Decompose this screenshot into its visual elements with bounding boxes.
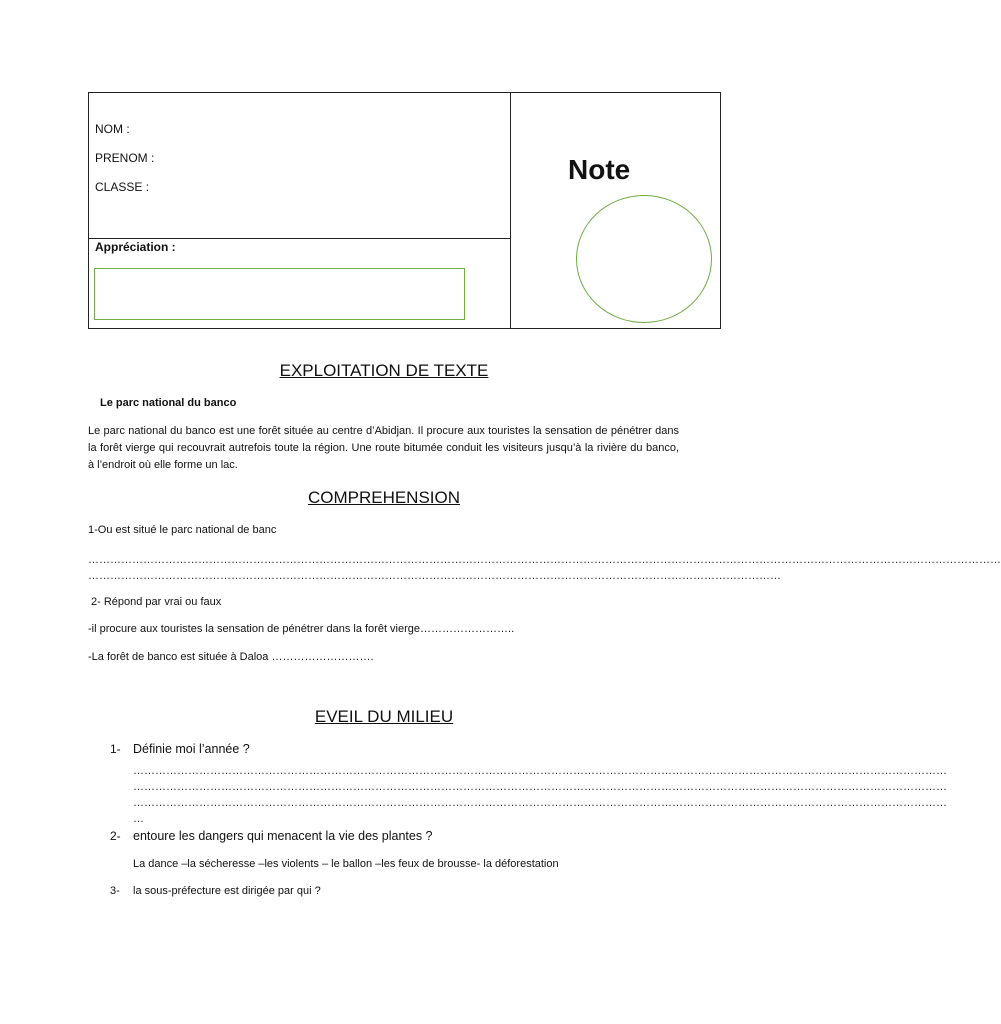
question-2: 2- Répond par vrai ou faux: [91, 596, 222, 608]
comprehension-title: COMPREHENSION: [307, 488, 461, 507]
header-divider-vertical: [510, 92, 511, 329]
eveil-question-3: la sous-préfecture est dirigée par qui ?: [133, 885, 321, 897]
list-number: 2-: [110, 829, 121, 843]
answer-line[interactable]: ……………………………………………………………………………………………………………………………………………………………………………………………………: [133, 781, 947, 793]
reading-paragraph: Le parc national du banco est une forêt située au centre d’Abidjan. Il procure aux touristes la sensation de pénétrer dans la forêt vierge qui recouvrait autrefois toute la région. Une route bitumée conduit les visiteurs jusqu’à la rivière du banco, à l’endroit où elle forme un lac.: [88, 425, 679, 471]
answer-line[interactable]: ……………………………………………………………………………………………………………………………………………………………………………………………………: [133, 797, 947, 809]
appreciation-box[interactable]: [94, 268, 465, 320]
danger-options[interactable]: La dance –la sécheresse –les violents – le ballon –les feux de brousse- la déforestation: [133, 858, 559, 870]
true-false-statement: -il procure aux touristes la sensation de pénétrer dans la forêt vierge……………………..: [88, 623, 515, 635]
text-title: Le parc national du banco: [100, 397, 237, 409]
eveil-question-1: Définie moi l’année ?: [133, 742, 250, 756]
eveil-title: EVEIL DU MILIEU: [314, 707, 454, 726]
nom-field-label: NOM :: [95, 122, 130, 136]
true-false-statement: -La forêt de banco est située à Daloa ……………………….: [88, 651, 374, 663]
answer-line[interactable]: …: [133, 813, 144, 825]
note-title: Note: [568, 154, 631, 185]
exploitation-title: EXPLOITATION DE TEXTE: [279, 361, 489, 380]
prenom-field-label: PRENOM :: [95, 151, 155, 165]
list-number: 3-: [110, 885, 120, 897]
eveil-question-2: entoure les dangers qui menacent la vie des plantes ?: [133, 829, 433, 843]
answer-line[interactable]: ……………………………………………………………………………………………………………………………………………………………………………………………………………………………: [88, 554, 1001, 566]
header-divider-horizontal: [88, 238, 511, 239]
note-circle[interactable]: [576, 195, 712, 323]
answer-line[interactable]: ………………………………………………………………………………………………………………………………………………………………………: [88, 570, 781, 582]
list-number: 1-: [110, 742, 121, 756]
question-1: 1-Ou est situé le parc national de banc: [88, 524, 277, 536]
appreciation-label: Appréciation :: [95, 240, 176, 254]
answer-line[interactable]: ……………………………………………………………………………………………………………………………………………………………………………………………………: [133, 765, 947, 777]
classe-field-label: CLASSE :: [95, 180, 150, 194]
